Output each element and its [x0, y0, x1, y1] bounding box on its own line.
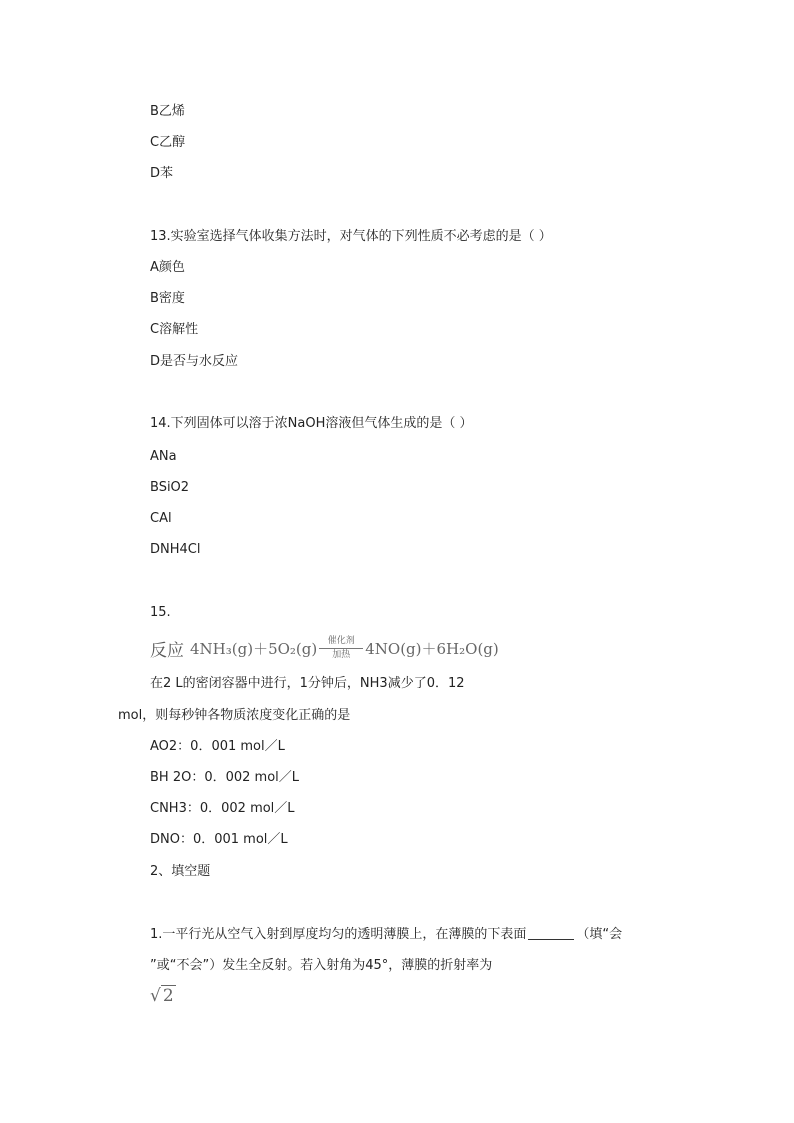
condition-heat: 加热 — [332, 649, 351, 660]
q15-line1: 在2 L的密闭容器中进行，1分钟后，NH3减少了0．12 — [150, 676, 465, 691]
q14-option-d: DNH4Cl — [150, 542, 201, 557]
q15-option-d: DNO：0．001 mol／L — [150, 832, 288, 847]
fill1-text-after: （填“会 — [576, 927, 623, 942]
q15-option-b: BH 2O：0．002 mol／L — [150, 770, 300, 785]
q15-number: 15. — [150, 605, 171, 620]
q15-option-c: CNH3：0．002 mol／L — [150, 801, 295, 816]
fill1-line1 — [150, 927, 622, 943]
formula-condition — [319, 636, 363, 661]
q12-option-c: C乙醇 — [150, 135, 186, 150]
fill1-text-before: 1.一平行光从空气入射到厚度均匀的透明薄膜上，在薄膜的下表面 — [150, 927, 527, 942]
q15-option-a: AO2：0．001 mol／L — [150, 739, 285, 754]
fill1-answer-blank[interactable] — [528, 927, 574, 940]
formula-reactants: 4NH₃(g)＋5O₂(g) — [190, 639, 318, 658]
sqrt-sign-icon: √ — [150, 986, 161, 1006]
sqrt-formula — [150, 986, 176, 1006]
q15-line2: mol，则每秒钟各物质浓度变化正确的是 — [118, 708, 351, 723]
q12-option-d: D苯 — [150, 166, 174, 181]
q12-option-b: B乙烯 — [150, 104, 185, 119]
q14-question: 14.下列固体可以溶于浓NaOH溶液但气体生成的是（ ） — [150, 416, 473, 431]
fill1-line2: ”或“不会”）发生全反射。若入射角为45°，薄膜的折射率为 — [150, 958, 493, 973]
sqrt-radicand: 2 — [162, 986, 174, 1006]
q13-option-a: A颜色 — [150, 260, 185, 275]
condition-bar — [319, 648, 363, 649]
q14-option-c: CAl — [150, 511, 172, 526]
q13-option-d: D是否与水反应 — [150, 354, 239, 369]
formula-products: 4NO(g)＋6H₂O(g) — [365, 639, 499, 658]
q13-option-b: B密度 — [150, 291, 185, 306]
q14-option-b: BSiO2 — [150, 480, 190, 495]
formula-prefix: 反应 — [150, 640, 184, 661]
section-title-fill-in: 2、填空题 — [150, 864, 211, 879]
q13-option-c: C溶解性 — [150, 322, 199, 337]
q15-reaction-formula — [150, 633, 499, 663]
q14-option-a: ANa — [150, 449, 177, 464]
q13-question: 13.实验室选择气体收集方法时，对气体的下列性质不必考虑的是（ ） — [150, 229, 552, 244]
condition-catalyst: 催化剂 — [327, 635, 355, 646]
